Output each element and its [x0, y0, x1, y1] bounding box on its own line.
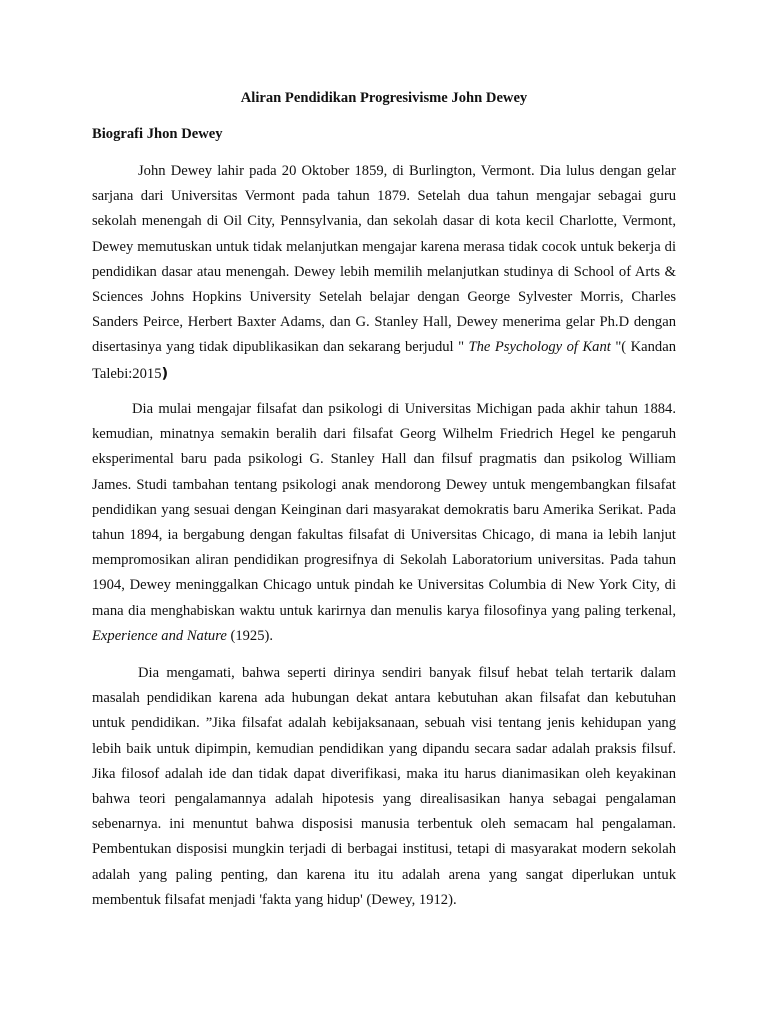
paragraph-biography-1 — [92, 159, 676, 387]
paragraph-text: "( Kandan Talebi:2015 — [92, 339, 676, 382]
paragraph-text: (1925). — [226, 627, 274, 644]
paragraph-biography-3: Dia mengamati, bahwa seperti dirinya sendiri banyak filsuf hebat telah tertarik dalam masalah pendidikan karena ada hubungan dekat antara kebutuhan akan filsafat dan kebutuhan untuk pendidikan. ”Jika filsafat adalah kebijaksanaan, sebuah visi tentang jenis kehidupan yang lebih baik untuk dipimpin, kemudian pendidikan yang dipandu secara sadar adalah praksis filsuf. Jika filosof adalah ide dan tidak dapat diverifikasi, maka itu harus dianimasikan oleh keyakinan bahwa teori pengalamannya adalah hipotesis yang direalisasikan hanya sebagai pengalaman sebenarnya. ini menuntut bahwa disposisi manusia terbentuk oleh semacam hal pengalaman. Pembentukan disposisi mungkin terjadi di berbagai institusi, tetapi di masyarakat modern sekolah adalah yang paling penting, dan karena itu itu adalah arena yang sangat diperlukan untuk membentuk filsafat menjadi 'fakta yang hidup' (Dewey, 1912). — [92, 665, 676, 908]
document-title: Aliran Pendidikan Progresivisme John Dewey — [240, 90, 528, 106]
closing-parenthesis: ) — [161, 364, 169, 382]
paragraph-biography-2 — [92, 397, 676, 649]
book-title-italic: Experience and Nature — [92, 627, 227, 644]
section-heading: Biografi Jhon Dewey — [92, 126, 223, 142]
paragraph-text: Dia mulai mengajar filsafat dan psikologi di Universitas Michigan pada akhir tahun 1884. kemudian, minatnya semakin beralih dari filsafat Georg Wilhelm Friedrich Hegel ke pengaruh eksperimental baru pada psikologi G. Stanley Hall dan filsuf pragmatis dan psikolog William James. Studi tambahan tentang psikologi anak mendorong Dewey untuk mengembangkan filsafat pendidikan yang sesuai dengan Keinginan dari masyarakat demokratis baru Amerika Serikat. Pada tahun 1894, ia bergabung dengan fakultas filsafat di Universitas Chicago, di mana ia lebih lanjut mempromosikan aliran pendidikan progresifnya di Sekolah Laboratorium universitas. Pada tahun 1904, Dewey meninggalkan Chicago untuk pindah ke Universitas Columbia di New York City, di mana dia menghabiskan waktu untuk karirnya dan menulis karya filosofinya yang paling terkenal, — [92, 401, 676, 619]
paragraph-text: John Dewey lahir pada 20 Oktober 1859, di Burlington, Vermont. Dia lulus dengan gelar sarjana dari Universitas Vermont pada tahun 1879. Setelah dua tahun mengajar sebagai guru sekolah menengah di Oil City, Pennsylvania, dan sekolah dasar di kota kecil Charlotte, Vermont, Dewey memutuskan untuk tidak melanjutkan mengajar karena merasa tidak cocok untuk bekerja di pendidikan dasar atau menengah. Dewey lebih memilih melanjutkan studinya di School of Arts & Sciences Johns Hopkins University Setelah belajar dengan George Sylvester Morris, Charles Sanders Peirce, Herbert Baxter Adams, dan G. Stanley Hall, Dewey menerima gelar Ph.D dengan disertasinya yang tidak dipublikasikan dan sekarang berjudul " — [92, 163, 676, 356]
book-title-italic: The Psychology of Kant — [468, 339, 611, 356]
